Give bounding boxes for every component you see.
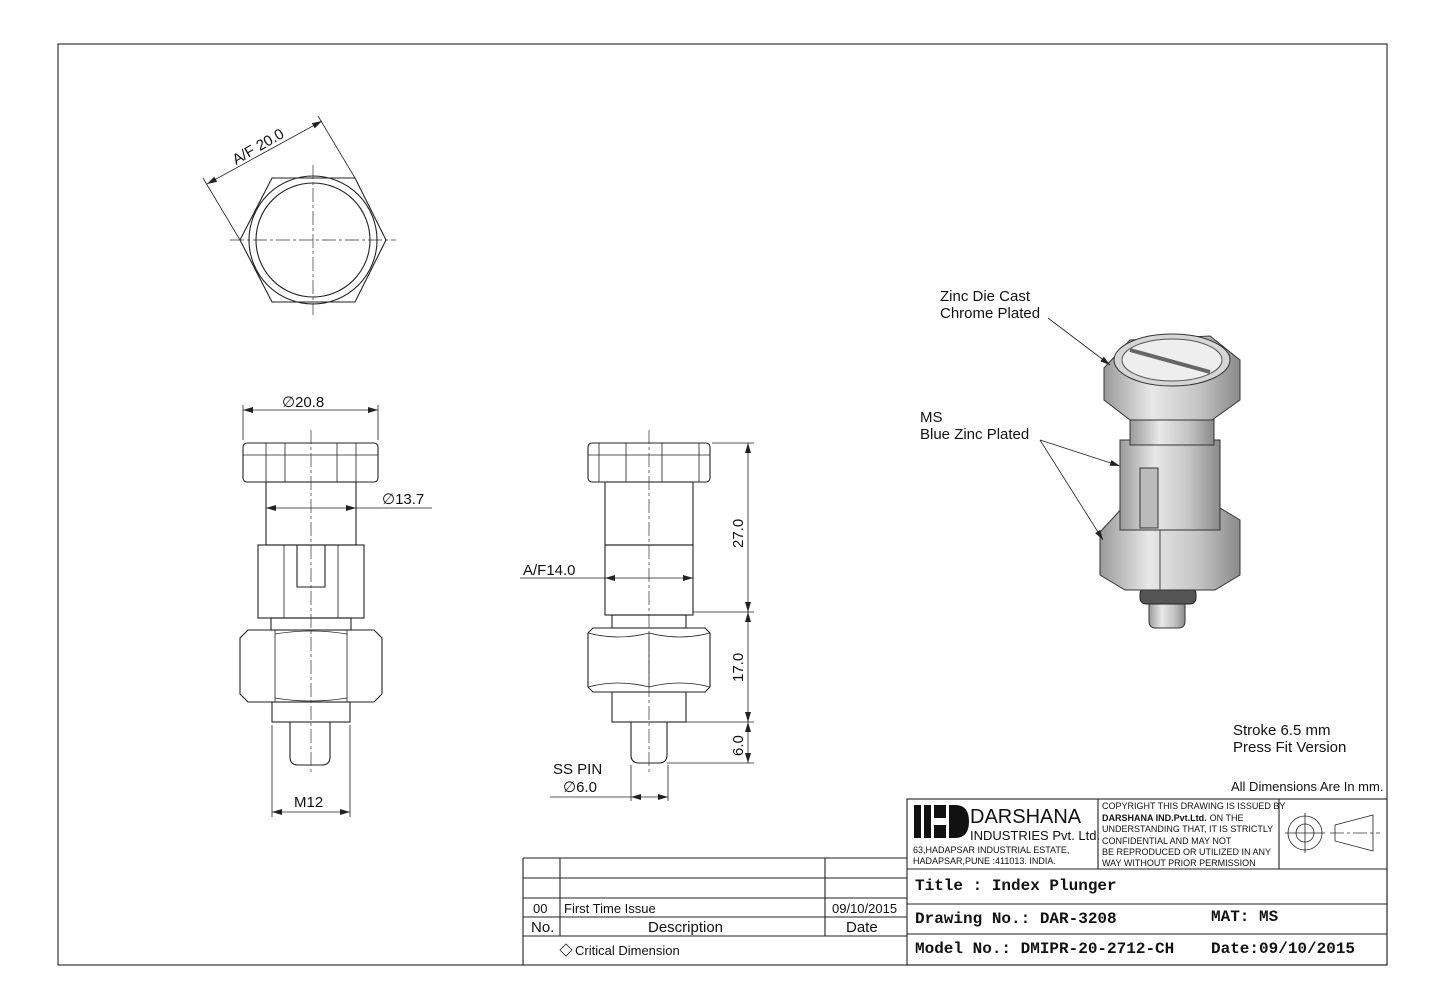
copyright-line: DARSHANA IND.Pvt.Ltd. ON THE bbox=[1102, 813, 1244, 823]
side-af-dimension: A/F14.0 bbox=[523, 562, 576, 579]
knob-material-line2: Chrome Plated bbox=[940, 305, 1041, 322]
copyright-line: UNDERSTANDING THAT, IT IS STRICTLY bbox=[1102, 824, 1274, 834]
material: MAT: MS bbox=[1211, 908, 1279, 926]
critical-dimension-legend: Critical Dimension bbox=[575, 943, 680, 958]
front-view bbox=[240, 394, 432, 817]
address-line1: 63,HADAPSAR INDUSTRIAL ESTATE, bbox=[913, 845, 1070, 855]
copyright-line: WAY WITHOUT PRIOR PERMISSION bbox=[1102, 858, 1256, 868]
units-note: All Dimensions Are In mm. bbox=[1231, 779, 1384, 794]
header-date: Date bbox=[846, 919, 878, 936]
revision-date: 09/10/2015 bbox=[832, 901, 898, 916]
length-27-label: 27.0 bbox=[730, 518, 747, 548]
knob-material-line1: Zinc Die Cast bbox=[940, 288, 1031, 305]
copyright-line: COPYRIGHT THIS DRAWING IS ISSUED BY bbox=[1102, 801, 1286, 811]
knob-diameter-label: ∅20.8 bbox=[282, 394, 325, 411]
address-line2: HADAPSAR,PUNE :411013. INDIA. bbox=[913, 856, 1056, 866]
projection-symbol-icon bbox=[1285, 813, 1380, 853]
company-subname: INDUSTRIES Pvt. Ltd. bbox=[970, 828, 1101, 843]
copyright-line: CONFIDENTIAL AND MAY NOT bbox=[1102, 836, 1232, 846]
drawing-title: Title : Index Plunger bbox=[915, 877, 1117, 895]
version-note: Press Fit Version bbox=[1233, 739, 1347, 756]
model-number: Model No.: DMIPR-20-2712-CH bbox=[915, 940, 1175, 958]
material-callouts bbox=[920, 288, 1120, 540]
pin-label: SS PIN bbox=[553, 761, 603, 778]
length-6-label: 6.0 bbox=[730, 735, 747, 756]
side-view bbox=[520, 430, 754, 801]
revision-description: First Time Issue bbox=[564, 901, 656, 916]
top-af-dimension: A/F 20.0 bbox=[229, 125, 288, 169]
company-logo bbox=[914, 805, 969, 838]
company-name: DARSHANA bbox=[970, 806, 1082, 828]
header-description: Description bbox=[648, 919, 724, 936]
header-no: No. bbox=[531, 919, 555, 936]
top-view bbox=[203, 116, 396, 315]
critical-dimension-diamond-icon bbox=[560, 944, 572, 956]
title-block bbox=[907, 799, 1387, 965]
copyright-line: BE REPRODUCED OR UTILIZED IN ANY bbox=[1102, 847, 1272, 857]
revision-number: 00 bbox=[533, 901, 548, 916]
revision-table bbox=[523, 858, 907, 965]
drawing-date: Date:09/10/2015 bbox=[1211, 940, 1356, 958]
thread-label: M12 bbox=[294, 794, 324, 811]
stroke-note: Stroke 6.5 mm bbox=[1233, 722, 1331, 739]
body-material-line1: MS bbox=[920, 409, 943, 426]
body-material-line2: Blue Zinc Plated bbox=[920, 426, 1030, 443]
stem-diameter-label: ∅13.7 bbox=[382, 491, 425, 508]
length-17-label: 17.0 bbox=[730, 652, 747, 682]
drawing-number: Drawing No.: DAR-3208 bbox=[915, 910, 1117, 928]
isometric-render bbox=[1100, 334, 1240, 628]
pin-diameter-label: ∅6.0 bbox=[563, 779, 597, 796]
